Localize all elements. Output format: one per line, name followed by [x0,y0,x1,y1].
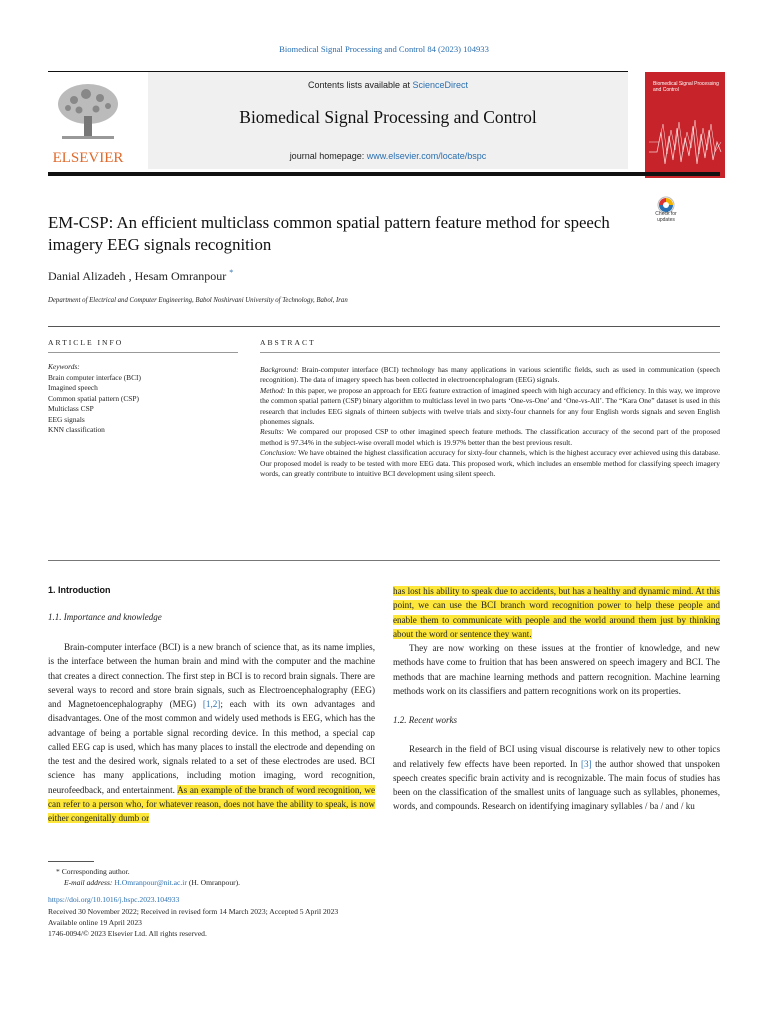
continued-paragraph [393,584,720,641]
abstract-conclusion-label: Conclusion: [260,448,297,458]
body-right-column [393,584,720,814]
author-list [48,268,233,284]
keyword-item: Multiclass CSP [48,404,94,413]
abstract-conclusion-text: We have obtained the highest classification accuracy for sixty-four channels, which is the highest accuracy ever achieved using this database. Our proposed model is ready to be tested with more EEG data. This proposed work, which includes an ensemble method for classifying speech imagery words, can greatly contribute to intuitive BCI development using silent speech. [260,448,720,479]
highlighted-text[interactable]: As an example of the branch of word recognition, we can refer to a person who, for whatever reason, does not have the ability to speak, is now either congenitally dumb or [48,784,375,823]
keyword-item: Imagined speech [48,383,98,392]
citation-link-1-2[interactable]: [1,2] [202,699,221,709]
abstract-end-rule [48,560,720,561]
recent-text-b: the author showed that unspoken speech creates specific brain activity and is recognizable. The main focus of studies has been on the classification of the smallest units of language such as syllables, phonemes, words, and compounds. Research on identifying imaginary syllables / ba / and / ku [393,758,720,812]
keywords-label: Keywords: [48,362,80,371]
cover-title: Biomedical Signal Processing and Control [653,81,719,93]
corresponding-author-marker[interactable]: * [229,268,234,277]
abstract-rule [260,352,720,353]
available-online: Available online 19 April 2023 [48,917,142,927]
citation-link-3[interactable]: [3] [580,758,592,769]
journal-citation[interactable]: Biomedical Signal Processing and Control 84 (2023) 104933 [279,44,489,54]
keyword-item: EEG signals [48,414,85,424]
received-dates: Received 30 November 2022; Received in revised form 14 March 2023; Accepted 5 April 2023 [48,906,339,916]
abstract-results-label: Results: [260,427,284,437]
paper-title: EM-CSP: An efficient multiclass common spatial pattern feature method for speech imagery EEG signals recognition [48,213,610,254]
subsection-heading-recent-works: 1.2. Recent works [393,715,457,725]
journal-cover-image[interactable] [645,72,725,178]
author-affiliation: Department of Electrical and Computer Engineering, Babol Noshirvani University of Technology, Babol, Iran [48,297,348,304]
footnote-marker: * [56,867,60,876]
abstract-heading: ABSTRACT [260,338,316,347]
recent-text-a: Research in the field of BCI using visual discourse is relatively new to other topics and relatively few effects have been reported. In [393,744,720,769]
contents-prefix: Contents lists available at [307,80,413,90]
homepage-prefix: journal homepage: [289,151,367,161]
journal-homepage [148,151,628,161]
abstract-results [260,427,720,448]
section-heading-introduction: 1. Introduction [48,585,111,595]
sciencedirect-link[interactable]: ScienceDirect [412,80,469,90]
paragraph-recent-works [393,742,720,813]
abstract-method-text: In this paper, we propose an approach for EEG feature extraction of imagined speech with high accuracy and efficiency. In this way, we improve the common spatial pattern (CSP) binary algorithm to multiclass level in two parts ‘One-vs-One’ and ‘One-vs-All’. The “Kara One” dataset is used in this research that includes EEG signals of thirteen subjects with twelve trials and sixty-four channels for any four English words signals and seven English phonemes signals. [260,385,720,427]
footnote-rule [48,861,94,862]
abstract-background-text: Brain-computer interface (BCI) technology has many applications in various scientific fields, such as used in communication (speech recognition). The data of imagery speech has been collected in electroencephalogram (EEG) signals. [260,365,720,385]
keyword-item: Brain computer interface (BCI) [48,372,141,382]
corresponding-author-note [48,866,548,877]
article-info-rule [48,352,238,353]
subsection-heading-importance: 1.1. Importance and knowledge [48,612,162,622]
article-info-heading: ARTICLE INFO [48,338,124,347]
abstract-background [260,365,720,386]
doi-link[interactable]: https://doi.org/10.1016/j.bspc.2023.104933 [48,895,180,905]
author-names[interactable]: Danial Alizadeh , Hesam Omranpour [48,269,227,283]
journal-title: Biomedical Signal Processing and Control [239,107,537,127]
email-owner: (H. Omranpour). [186,878,241,888]
email-line [48,877,548,888]
abstract-results-text: We compared our proposed CSP to other imagined speech feature methods. The classification accuracy of the second part of the proposed method is 97.34% in the subject-wise overall model which is 19.97% better than the best previous result. [260,427,720,447]
abstract-method-label: Method: [260,385,286,395]
check-for-updates-label[interactable]: Check for updates [655,211,677,223]
keyword-item: KNN classification [48,425,105,434]
paragraph-frontier: They are now working on these issues at the frontier of knowledge, and new methods have come to fruition that has been answered on speech imagery and BCI. The methods that are machine learning methods and pattern recognition. Machine learning methods work on its classifiers and pattern recognitions work on its properties. [393,643,720,696]
abstract-text [260,365,720,479]
homepage-link[interactable]: www.elsevier.com/locate/bspc [366,151,487,161]
highlighted-text[interactable]: has lost his ability to speak due to accidents, but has a healthy and dynamic mind. At this point, we can use the BCI branch word recognition power to help these people and enable them to communicate with people and the world around them just by thinking about the word or sentence they want. [393,586,720,639]
email-link[interactable]: H.Omranpour@nit.ac.ir [114,878,187,888]
copyright-notice: 1746-0094/© 2023 Elsevier Ltd. All rights reserved. [48,929,207,939]
elsevier-tree-logo[interactable] [46,76,130,168]
section-rule [48,326,720,327]
footnote-text: Corresponding author. [59,867,130,876]
contents-line [148,80,628,90]
intro-text-a: Brain-computer interface (BCI) is a new branch of science that, as its name implies, is the interface between the human brain and mind with the computer and the machine that creates a direct connection. The first step in BCI is to record brain signals. There are several ways to record and store brain signals, such as Electroencephalography (EEG) and Magnetoencephalography (MEG) [48,642,375,709]
intro-paragraph [48,640,375,825]
masthead-rule [48,172,720,176]
keywords-block [48,362,238,436]
intro-text-b: ; each with its own advantages and disadvantages. One of the most common and widely used methods is EEG, which has the advantage of being a portable signal recording device. In this method, a special cap called EEG cap is used, which has many places to install the electrode and depending on the test and the desired work, signals related to a set of these electrodes are used. BCI science has many applications, including motion imaging, word recognition, neurofeedback, and entertainment. [48,699,375,795]
cover-waveform [645,72,725,178]
abstract-conclusion [260,448,720,479]
article-footer [48,866,548,939]
abstract-background-label: Background: [260,365,299,374]
elsevier-wordmark: ELSEVIER [52,150,124,166]
email-label: E-mail address: [64,878,113,888]
keyword-item: Common spatial pattern (CSP) [48,393,139,403]
body-left-column [48,640,375,825]
abstract-method [260,386,720,428]
